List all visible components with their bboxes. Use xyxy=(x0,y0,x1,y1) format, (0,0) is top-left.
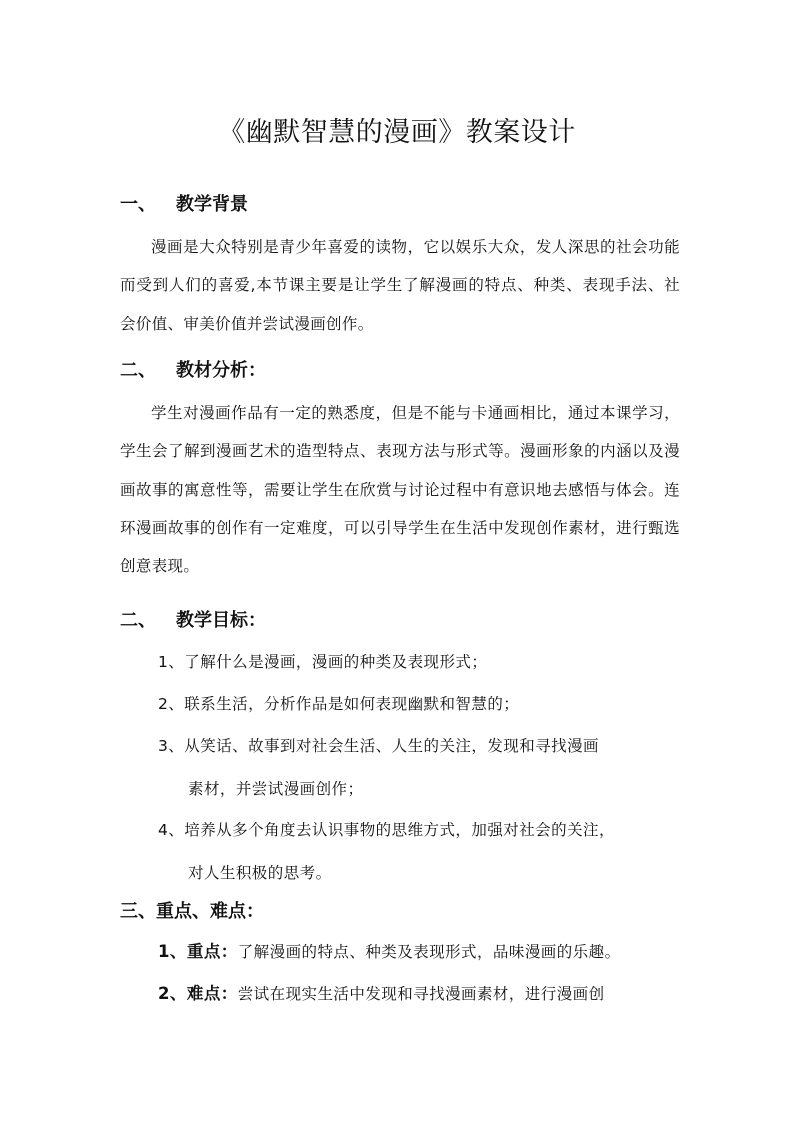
keypoint-label: 1、重点： xyxy=(158,942,238,961)
goal-text: 从笑话、故事到对社会生活、人生的关注，发现和寻找漫画 xyxy=(184,737,599,755)
keypoint-text: 尝试在现实生活中发现和寻找漫画素材，进行漫画创 xyxy=(237,985,605,1003)
goal-text: 培养从多个角度去认识事物的思维方式，加强对社会的关注， xyxy=(184,821,615,839)
section-title: 教材分析： xyxy=(176,360,266,381)
goal-text: 了解什么是漫画，漫画的种类及表现形式； xyxy=(184,653,488,671)
keypoint-text: 了解漫画的特点、种类及表现形式，品味漫画的乐趣。 xyxy=(237,943,621,961)
keypoint-label: 2、难点： xyxy=(158,984,238,1003)
goal-text-continued: 对人生积极的思考。 xyxy=(188,863,332,882)
goal-item xyxy=(158,641,683,684)
section-title: 教学目标： xyxy=(176,610,266,631)
section-number: 二、 xyxy=(120,360,156,381)
goal-text: 联系生活，分析作品是如何表现幽默和智慧的； xyxy=(184,695,520,713)
section-title: 教学背景 xyxy=(176,194,248,215)
section-heading-analysis xyxy=(120,358,266,384)
section-heading-background xyxy=(120,192,248,218)
analysis-paragraph: 学生对漫画作品有一定的熟悉度，但是不能与卡通画相比，通过本课学习，学生会了解到漫画艺术的造型特点、表现方法与形式等。漫画形象的内涵以及漫画故事的寓意性等，需要让学生在欣赏与讨论过程中有意识地去感悟与体会。连环漫画故事的创作有一定难度，可以引导学生在生活中发现创作素材，进行甄选创意表现。 xyxy=(120,404,680,576)
section-number: 一、 xyxy=(120,194,156,215)
document-title: 《幽默智慧的漫画》教案设计 xyxy=(218,117,576,148)
background-paragraph: 漫画是大众特别是青少年喜爱的读物，它以娱乐大众，发人深思的社会功能而受到人们的喜爱,本节课主要是让学生了解漫画的特点、种类、表现手法、社会价值、审美价值并尝试漫画创作。 xyxy=(120,238,680,333)
goal-number: 3、 xyxy=(158,737,185,755)
goal-number: 4、 xyxy=(158,821,185,839)
goal-item xyxy=(158,725,683,810)
goal-number: 1、 xyxy=(158,653,185,671)
section-heading-keypoints: 三、重点、难点： xyxy=(120,901,264,922)
goal-text-continued: 素材，并尝试漫画创作； xyxy=(188,779,364,798)
goal-item xyxy=(158,809,683,894)
section-heading-goals xyxy=(120,608,266,634)
keypoint-item xyxy=(158,931,698,973)
goal-item xyxy=(158,683,683,726)
keypoint-item xyxy=(158,973,698,1015)
section-number: 二、 xyxy=(120,610,156,631)
goal-number: 2、 xyxy=(158,695,185,713)
